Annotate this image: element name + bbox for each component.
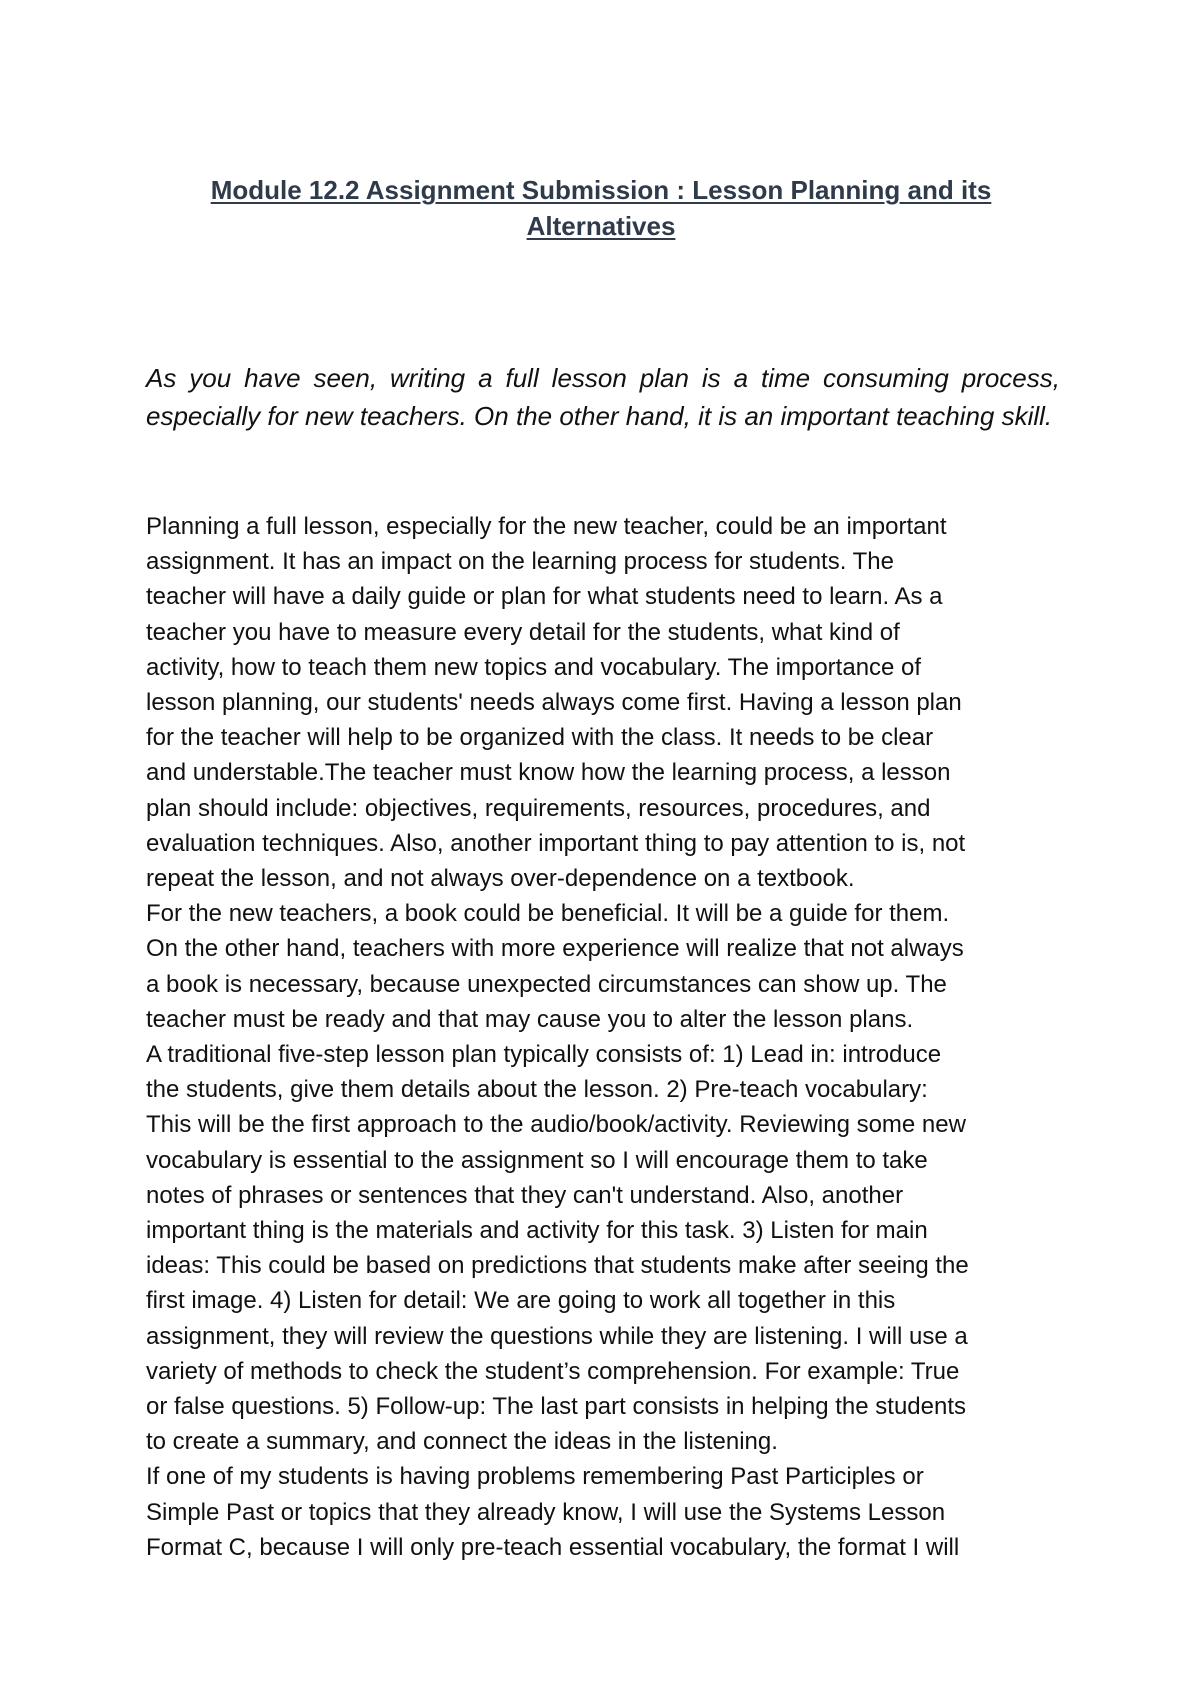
body-line: teacher will have a daily guide or plan for what students need to learn. As a — [146, 583, 943, 611]
body-line: and understable.The teacher must know how the learning process, a lesson — [146, 759, 951, 787]
body-line: important thing is the materials and activity for this task. 3) Listen for main — [146, 1217, 928, 1245]
body-line: Simple Past or topics that they already know, I will use the Systems Lesson — [146, 1498, 946, 1526]
body-line: evaluation techniques. Also, another important thing to pay attention to is, not — [146, 829, 966, 857]
intro-paragraph: As you have seen, writing a full lesson plan is a time consuming process, especially for new teachers. On the other hand, it is an important teaching skill. — [146, 363, 1060, 431]
body-line: to create a summary, and connect the ideas in the listening. — [146, 1428, 778, 1456]
body-line: For the new teachers, a book could be beneficial. It will be a guide for them. — [146, 900, 950, 928]
body-line: Planning a full lesson, especially for the new teacher, could be an important — [146, 513, 947, 540]
body-line: Format C, because I will only pre-teach essential vocabulary, the format I will — [146, 1533, 960, 1561]
body-line: If one of my students is having problems remembering Past Participles or — [146, 1463, 924, 1491]
body-text — [146, 509, 1066, 1565]
body-line: assignment. It has an impact on the learning process for students. The — [146, 548, 894, 576]
body-line: teacher you have to measure every detail for the students, what kind of — [146, 618, 900, 646]
body-line: the students, give them details about the lesson. 2) Pre-teach vocabulary: — [146, 1076, 928, 1104]
body-line: or false questions. 5) Follow-up: The last part consists in helping the students — [146, 1393, 966, 1421]
body-line: On the other hand, teachers with more experience will realize that not always — [146, 935, 964, 963]
body-line: vocabulary is essential to the assignment so I will encourage them to take — [146, 1146, 928, 1174]
document-title — [146, 172, 1056, 244]
body-line: a book is necessary, because unexpected circumstances can show up. The — [146, 970, 947, 998]
body-line: for the teacher will help to be organized with the class. It needs to be clear — [146, 724, 934, 752]
body-line: teacher must be ready and that may cause you to alter the lesson plans. — [146, 1005, 914, 1033]
body-line: plan should include: objectives, requirements, resources, procedures, and — [146, 794, 931, 822]
title-line-1: Module 12.2 Assignment Submission : Lesson Planning and its — [210, 175, 992, 205]
body-line: first image. 4) Listen for detail: We are going to work all together in this — [146, 1287, 896, 1315]
body-line: repeat the lesson, and not always over-dependence on a textbook. — [146, 865, 855, 893]
body-line: variety of methods to check the student’s comprehension. For example: True — [146, 1357, 960, 1385]
body-line: activity, how to teach them new topics and vocabulary. The importance of — [146, 653, 922, 681]
body-line: This will be the first approach to the audio/book/activity. Reviewing some new — [146, 1111, 966, 1139]
body-line: ideas: This could be based on predictions that students make after seeing the — [146, 1252, 969, 1280]
body-line: assignment, they will review the questions while they are listening. I will use a — [146, 1322, 968, 1350]
body-line: A traditional five-step lesson plan typically consists of: 1) Lead in: introduce — [146, 1041, 942, 1069]
title-line-2: Alternatives — [526, 211, 676, 241]
body-line: lesson planning, our students' needs always come first. Having a lesson plan — [146, 689, 962, 717]
body-line: notes of phrases or sentences that they can't understand. Also, another — [146, 1181, 904, 1209]
